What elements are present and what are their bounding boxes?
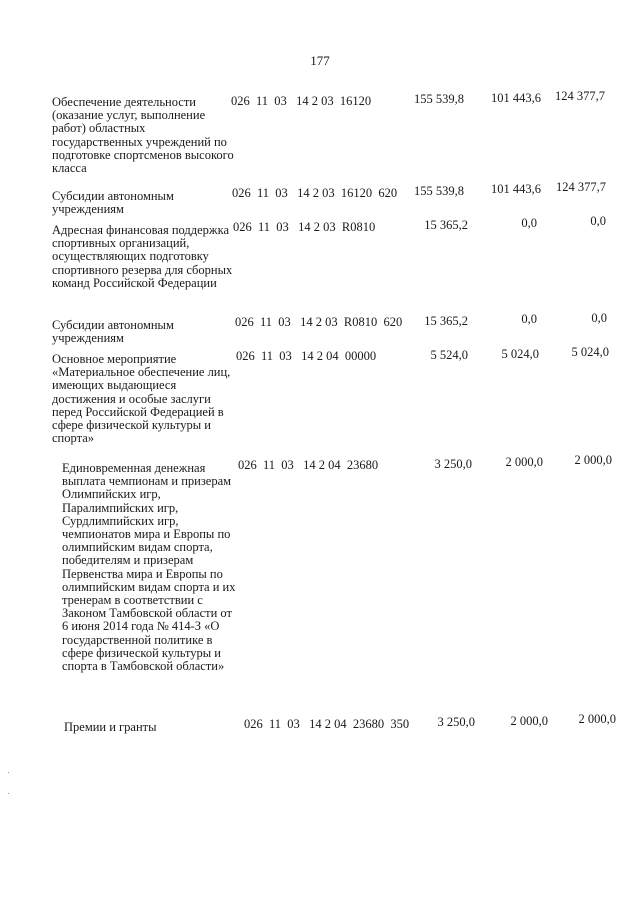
page-number: 177 <box>310 53 330 68</box>
row-value-2: 101 443,6 <box>491 91 541 105</box>
row-value-3: 124 377,7 <box>556 180 606 194</box>
scan-speck <box>8 793 9 794</box>
row-value-3: 0,0 <box>591 311 607 325</box>
row-description: Адресная финансовая поддержка спортивных организаций, осуществляющих подготовку спортивного резерва для сборных команд Российской Федерации <box>52 223 233 290</box>
row-description: Премии и гранты <box>64 720 157 734</box>
row-value-1: 3 250,0 <box>434 457 472 471</box>
row-value-1: 5 524,0 <box>430 348 468 362</box>
row-value-2: 0,0 <box>521 216 537 230</box>
row-value-1: 3 250,0 <box>437 715 475 729</box>
row-code: 026 11 03 14 2 04 23680 <box>238 458 379 472</box>
row-code: 026 11 03 14 2 03 R0810 <box>233 220 376 234</box>
scan-speck <box>8 772 9 773</box>
row-code: 026 11 03 14 2 03 R0810 620 <box>235 315 403 329</box>
row-value-2: 5 024,0 <box>501 347 539 361</box>
row-description: Обеспечение деятельности (оказание услуг, выполнение работ) областных государственных учреждений по подготовке спортсменов высокого класса <box>52 95 234 176</box>
row-value-3: 124 377,7 <box>555 89 605 103</box>
row-code: 026 11 03 14 2 04 23680 350 <box>244 717 410 731</box>
row-value-2: 101 443,6 <box>491 182 541 196</box>
row-value-3: 5 024,0 <box>571 345 609 359</box>
row-code: 026 11 03 14 2 03 16120 <box>231 94 372 108</box>
row-description: Субсидии автономным учреждениям <box>52 318 174 346</box>
row-value-2: 2 000,0 <box>505 455 543 469</box>
row-value-2: 2 000,0 <box>510 714 548 728</box>
row-value-3: 2 000,0 <box>574 453 612 467</box>
row-description: Единовременная денежная выплата чемпионам и призерам Олимпийских игр, Паралимпийских игр, Сурдлимпийских игр, чемпионатов мира и Европы по олимпийским видам спорта, победителям и призерам Первенства мира и Европы по олимпийским видам спорта и их тренерам в соответствии с Законом Тамбовской области от 6 июня 2014 года № 414-З «О государственной политике в сфере физической культуры и спорта в Тамбовской области» <box>62 461 236 674</box>
row-value-2: 0,0 <box>521 312 537 326</box>
row-value-1: 15 365,2 <box>424 218 468 232</box>
row-value-1: 155 539,8 <box>414 92 464 106</box>
row-description: Основное мероприятие «Материальное обеспечение лиц, имеющих выдающиеся достижения и особые заслуги перед Российской Федерацией в сфере физической культуры и спорта» <box>52 352 231 446</box>
row-value-1: 155 539,8 <box>414 184 464 198</box>
row-description: Субсидии автономным учреждениям <box>52 189 174 217</box>
row-value-1: 15 365,2 <box>424 314 468 328</box>
row-code: 026 11 03 14 2 03 16120 620 <box>232 186 398 200</box>
row-value-3: 2 000,0 <box>578 712 616 726</box>
row-value-3: 0,0 <box>590 214 606 228</box>
row-code: 026 11 03 14 2 04 00000 <box>236 349 377 363</box>
